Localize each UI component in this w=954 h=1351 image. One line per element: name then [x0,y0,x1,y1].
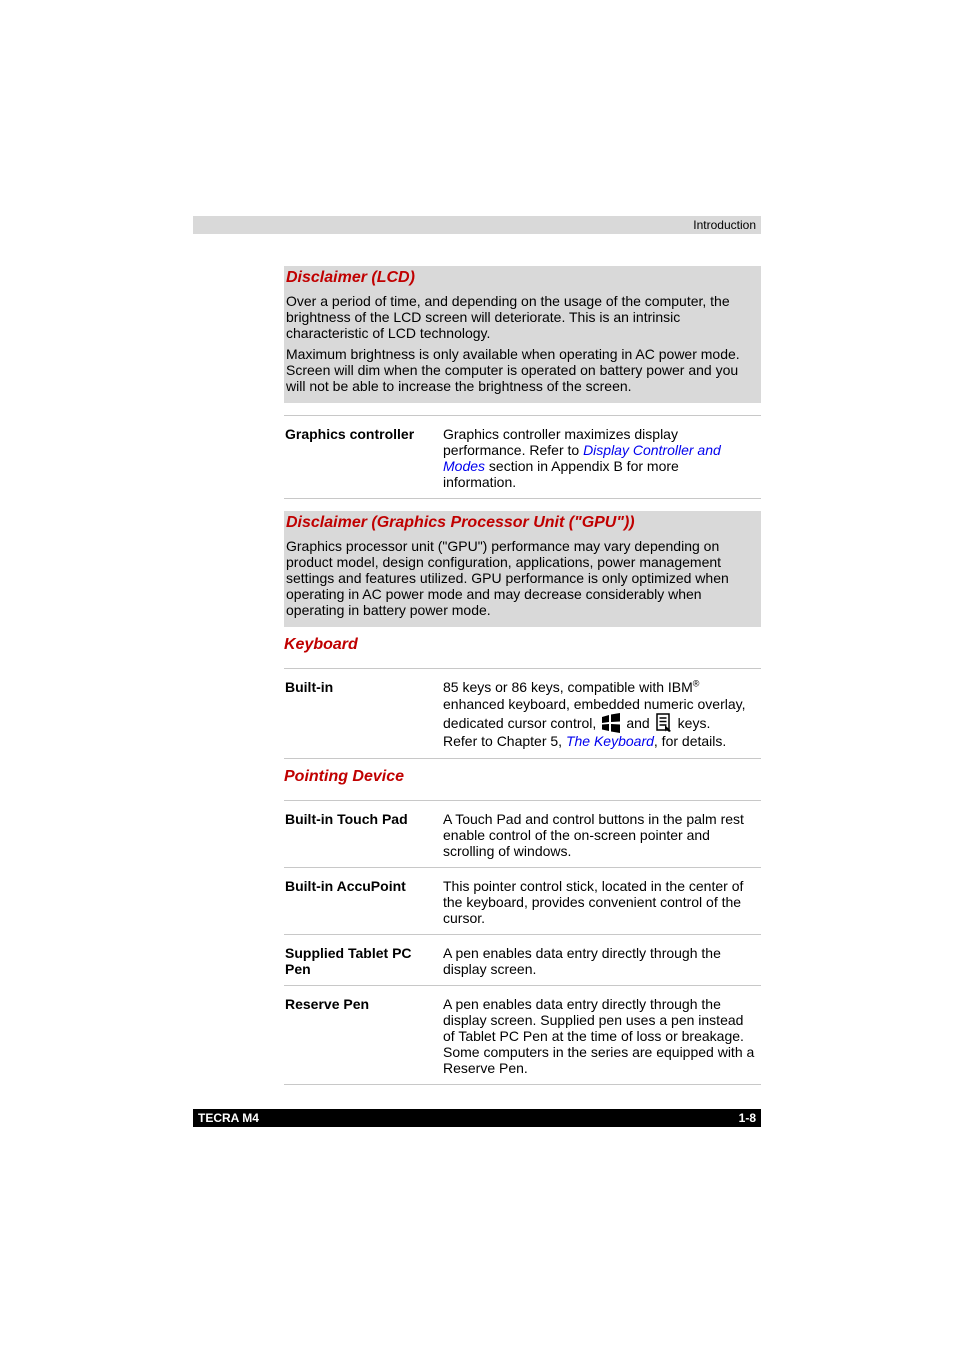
disclaimer-lcd-para1: Over a period of time, and depending on the usage of the computer, the brightness of the LCD screen will deteriorate. This is an intrinsic characteristic of LCD technology. [286,293,730,341]
pointing-desc: A pen enables data entry directly through the display screen. [443,945,721,977]
keyboard-desc [443,669,761,759]
pointing-table [284,800,761,1085]
table-row [284,669,761,759]
table-row [284,935,761,986]
keyboard-term: Built-in [285,679,334,695]
keyboard-title: Keyboard [284,636,358,653]
table-row [284,868,761,935]
registered-mark: ® [692,678,700,689]
the-keyboard-link[interactable]: The Keyboard [565,733,654,749]
pointing-term: Built-in Touch Pad [285,811,408,827]
graphics-desc [443,416,761,499]
footer-model: TECRA M4 [198,1111,259,1125]
pointing-term: Built-in AccuPoint [285,878,406,894]
running-header [193,216,761,234]
header-section-label: Introduction [693,218,756,232]
graphics-desc-after: section in Appendix B for more information. [443,458,679,490]
graphics-term: Graphics controller [285,426,415,442]
pointing-desc: A pen enables data entry directly through the display screen. Supplied pen uses a pen instead of Tablet PC Pen at the time of loss or breakage. Some computers in the series are equipped with a Reserve Pen. [443,996,755,1076]
windows-logo-icon [600,713,622,733]
keyboard-and-text: and [626,715,650,731]
pointing-desc: This pointer control stick, located in the center of the keyboard, provides convenient control of the cursor. [443,878,744,926]
pointing-term: Reserve Pen [285,996,370,1012]
disclaimer-lcd-para2: Maximum brightness is only available when operating in AC power mode. Screen will dim when the computer is operated on battery power and you will not be able to increase the brightness of the screen. [286,346,740,394]
keyboard-table [284,668,761,759]
keyboard-refer-after: , for details. [653,733,727,749]
application-menu-icon [654,713,674,733]
disclaimer-lcd-box [284,266,761,403]
pointing-term: Supplied Tablet PC Pen [285,945,412,977]
keyboard-desc-part1: 85 keys or 86 keys, compatible with IBM [443,679,693,695]
running-footer [193,1109,761,1127]
table-row [284,416,761,499]
table-row [284,801,761,868]
page-content [284,266,761,1085]
keyboard-refer-text: Refer to Chapter 5, [443,733,566,749]
disclaimer-gpu-box [284,511,761,627]
pointing-desc: A Touch Pad and control buttons in the palm rest enable control of the on-screen pointer and scrolling of windows. [443,811,744,859]
footer-page-number: 1-8 [738,1111,756,1125]
table-row [284,986,761,1085]
disclaimer-gpu-title: Disclaimer (Graphics Processor Unit ("GPU")) [286,514,635,531]
pointing-device-title: Pointing Device [284,768,405,785]
disclaimer-lcd-title: Disclaimer (LCD) [286,269,415,286]
keyboard-keys-text: keys. [677,715,711,731]
graphics-table [284,415,761,499]
display-controller-link[interactable]: Display Controller and Modes [443,442,721,474]
keyboard-desc-part2: enhanced keyboard, embedded numeric overlay, dedicated cursor control, [443,696,746,731]
disclaimer-gpu-para1: Graphics processor unit ("GPU") performance may vary depending on product model, design configuration, applications, power management settings and features utilized. GPU performance is only optimized when operating in AC power mode and may decrease considerably when operating in battery power mode. [286,538,729,618]
graphics-desc-before: Graphics controller maximizes display performance. Refer to [443,426,678,458]
